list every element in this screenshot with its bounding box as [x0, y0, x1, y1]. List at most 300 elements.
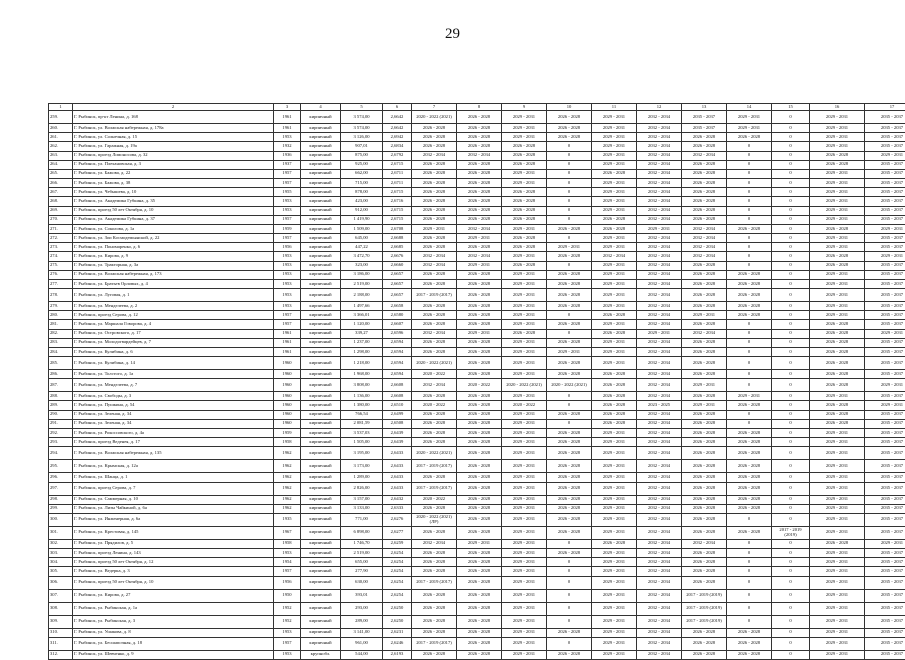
period-col10-cell: 2026 - 2028	[547, 513, 592, 526]
cost-coefficient-cell: 2,6658	[383, 302, 412, 311]
period-col11-cell: 2029 - 2031	[592, 447, 637, 460]
table-row	[49, 188, 905, 197]
period-col16-cell: 2029 - 2031	[810, 270, 865, 279]
period-col16-cell: 2029 - 2031	[810, 504, 865, 513]
period-col13-cell: 2026 - 2028	[682, 302, 727, 311]
period-col10-cell: 0	[547, 401, 592, 410]
area-cell: 645,00	[341, 234, 383, 243]
period-col11-cell: 2026 - 2028	[592, 410, 637, 419]
period-col14-cell: 2026 - 2028	[727, 628, 772, 637]
wall-material-cell: кирпичный	[301, 602, 341, 615]
area-cell: 3 808,00	[341, 379, 383, 392]
period-col7-cell: 2026 - 2028	[412, 549, 457, 558]
year-built-cell: 1953	[274, 206, 301, 215]
table-row	[49, 329, 905, 338]
period-col16-cell: 2029 - 2031	[810, 628, 865, 637]
period-col13-cell: 2029 - 2031	[682, 401, 727, 410]
period-col17-cell: 2035 - 2037	[865, 482, 905, 495]
period-col14-cell: 0	[727, 379, 772, 392]
area-cell: 655,00	[341, 558, 383, 567]
period-col16-cell: 2026 - 2028	[810, 401, 865, 410]
period-col17-cell: 2035 - 2037	[865, 188, 905, 197]
period-col16-cell: 2026 - 2028	[810, 151, 865, 160]
period-col12-cell: 2032 - 2034	[637, 270, 682, 279]
wall-material-cell: кирпичный	[301, 419, 341, 428]
period-col17-cell: 2035 - 2037	[865, 473, 905, 482]
address-cell: Г. Рыбинск, ул. Братьев Орловых, д. 4	[73, 279, 274, 288]
period-col16-cell: 2029 - 2031	[810, 169, 865, 178]
period-col16-cell: 2026 - 2028	[810, 410, 865, 419]
period-col8-cell: 2026 - 2028	[457, 495, 502, 504]
period-col12-cell: 2032 - 2034	[637, 558, 682, 567]
period-col14-cell: 0	[727, 419, 772, 428]
period-col12-cell: 2032 - 2034	[637, 320, 682, 329]
period-col8-cell: 2026 - 2028	[457, 124, 502, 133]
period-col8-cell: 2026 - 2028	[457, 270, 502, 279]
period-col16-cell: 2029 - 2031	[810, 513, 865, 526]
period-col17-cell: 2029 - 2031	[865, 224, 905, 233]
period-col16-cell: 2029 - 2031	[810, 142, 865, 151]
table-row	[49, 279, 905, 288]
period-col9-cell: 2029 - 2031	[502, 392, 547, 401]
period-col12-cell: 2032 - 2034	[637, 628, 682, 637]
period-col12-cell: 2032 - 2034	[637, 142, 682, 151]
cost-coefficient-cell: 2,6716	[383, 197, 412, 206]
period-col11-cell: 2029 - 2031	[592, 482, 637, 495]
table-row	[49, 311, 905, 320]
period-col10-cell: 2020 - 2022 (2021)	[547, 379, 592, 392]
year-built-cell: 1936	[274, 151, 301, 160]
period-col8-cell: 2029 - 2031	[457, 234, 502, 243]
period-col8-cell: 2026 - 2028	[457, 142, 502, 151]
period-col13-cell: 2026 - 2028	[682, 179, 727, 188]
table-row	[49, 473, 905, 482]
year-built-cell: 1967	[274, 526, 301, 539]
period-col8-cell: 2032 - 2034	[457, 151, 502, 160]
period-col11-cell: 2029 - 2031	[592, 558, 637, 567]
row-number-cell: 277.	[49, 279, 73, 288]
wall-material-cell: кирпичный	[301, 539, 341, 548]
table-row	[49, 495, 905, 504]
period-col17-cell: 2029 - 2031	[865, 252, 905, 261]
period-col8-cell: 2020 - 2022	[457, 379, 502, 392]
wall-material-cell: кирпичный	[301, 279, 341, 288]
period-col9-cell: 2029 - 2031	[502, 419, 547, 428]
area-cell: 715,00	[341, 179, 383, 188]
period-col7-cell: 2020 - 2022 (2021)	[412, 357, 457, 370]
address-cell: Г. Рыбинск, проезд 50 лет Октября, д. 12	[73, 558, 274, 567]
period-col16-cell: 2026 - 2028	[810, 329, 865, 338]
year-built-cell: 1962	[274, 473, 301, 482]
period-col10-cell: 0	[547, 151, 592, 160]
period-col7-cell: 2026 - 2028	[412, 302, 457, 311]
row-number-cell: 275.	[49, 261, 73, 270]
period-col10-cell: 0	[547, 615, 592, 628]
period-col16-cell: 2029 - 2031	[810, 289, 865, 302]
period-col11-cell: 2029 - 2031	[592, 357, 637, 370]
table-row	[49, 549, 905, 558]
period-col16-cell: 2029 - 2031	[810, 567, 865, 576]
period-col14-cell: 2026 - 2028	[727, 447, 772, 460]
address-cell: Г. Рыбинск, ул. Ведерка, д. 3	[73, 567, 274, 576]
period-col10-cell: 0	[547, 179, 592, 188]
area-cell: 907,01	[341, 142, 383, 151]
period-col9-cell: 2029 - 2031	[502, 549, 547, 558]
period-col16-cell: 2026 - 2028	[810, 252, 865, 261]
period-col10-cell: 0	[547, 589, 592, 602]
period-col13-cell: 2029 - 2031	[682, 379, 727, 392]
wall-material-cell: кирпичный	[301, 133, 341, 142]
cost-coefficient-cell: 2,6715	[383, 188, 412, 197]
period-col15-cell: 0	[772, 410, 810, 419]
period-col11-cell: 2029 - 2031	[592, 270, 637, 279]
period-col9-cell: 2029 - 2031	[502, 370, 547, 379]
row-number-cell: 296.	[49, 473, 73, 482]
cost-coefficient-cell: 2,6608	[383, 392, 412, 401]
column-number-7: 7	[412, 104, 457, 111]
period-col7-cell: 2026 - 2028	[412, 438, 457, 447]
period-col7-cell: 2026 - 2028	[412, 169, 457, 178]
year-built-cell: 1961	[274, 329, 301, 338]
period-col12-cell: 2032 - 2034	[637, 188, 682, 197]
period-col8-cell: 2026 - 2028	[457, 392, 502, 401]
period-col17-cell: 2035 - 2037	[865, 338, 905, 347]
cost-coefficient-cell: 2,6657	[383, 279, 412, 288]
period-col8-cell: 2026 - 2028	[457, 549, 502, 558]
period-col9-cell: 2029 - 2031	[502, 473, 547, 482]
period-col13-cell: 2026 - 2028	[682, 567, 727, 576]
period-col9-cell: 2029 - 2031	[502, 567, 547, 576]
period-col13-cell: 2032 - 2034	[682, 151, 727, 160]
period-col14-cell: 2026 - 2028	[727, 438, 772, 447]
period-col12-cell: 2023 - 2025	[637, 401, 682, 410]
area-cell: 1 237,00	[341, 338, 383, 347]
period-col15-cell: 0	[772, 495, 810, 504]
table-row	[49, 151, 905, 160]
cost-coefficient-cell: 2,6277	[383, 526, 412, 539]
period-col14-cell: 0	[727, 357, 772, 370]
period-col15-cell: 0	[772, 379, 810, 392]
address-cell: Г. Рыбинск, ул. Соколова, д. 1а	[73, 224, 274, 233]
period-col16-cell: 2026 - 2028	[810, 160, 865, 169]
wall-material-cell: кирпичный	[301, 504, 341, 513]
period-col11-cell: 2029 - 2031	[592, 628, 637, 637]
wall-material-cell: кирпичный	[301, 347, 341, 356]
period-col10-cell: 0	[547, 206, 592, 215]
period-col16-cell: 2029 - 2031	[810, 482, 865, 495]
year-built-cell: 1955	[274, 188, 301, 197]
period-col10-cell: 2029 - 2031	[547, 347, 592, 356]
row-number-cell: 299.	[49, 504, 73, 513]
period-col14-cell: 0	[727, 338, 772, 347]
period-col17-cell: 2035 - 2037	[865, 410, 905, 419]
period-col11-cell: 2029 - 2031	[592, 320, 637, 329]
address-cell: Г. Рыбинск, ул. Шанца, д. 1	[73, 473, 274, 482]
period-col14-cell: 2026 - 2028	[727, 401, 772, 410]
cost-coefficient-cell: 2,6642	[383, 111, 412, 124]
row-number-cell: 297.	[49, 482, 73, 495]
cost-coefficient-cell: 2,6508	[383, 419, 412, 428]
period-col12-cell: 2032 - 2034	[637, 289, 682, 302]
period-col17-cell: 2035 - 2037	[865, 311, 905, 320]
row-number-cell: 298.	[49, 495, 73, 504]
year-built-cell: 1958	[274, 539, 301, 548]
period-col15-cell: 0	[772, 188, 810, 197]
cost-coefficient-cell: 2,6708	[383, 224, 412, 233]
period-col14-cell: 2026 - 2028	[727, 473, 772, 482]
period-col17-cell: 2035 - 2037	[865, 495, 905, 504]
period-col17-cell: 2035 - 2037	[865, 447, 905, 460]
period-col16-cell: 2029 - 2031	[810, 526, 865, 539]
period-col10-cell: 2026 - 2028	[547, 370, 592, 379]
period-col13-cell: 2032 - 2034	[682, 224, 727, 233]
year-built-cell: 1960	[274, 357, 301, 370]
period-col16-cell: 2029 - 2031	[810, 615, 865, 628]
year-built-cell: 1960	[274, 392, 301, 401]
table-row	[49, 338, 905, 347]
year-built-cell: 1962	[274, 460, 301, 473]
period-col16-cell: 2029 - 2031	[810, 179, 865, 188]
period-col8-cell: 2026 - 2028	[457, 428, 502, 437]
period-col12-cell: 2032 - 2034	[637, 482, 682, 495]
area-cell: 3 195,00	[341, 447, 383, 460]
wall-material-cell: кирпичный	[301, 311, 341, 320]
period-col11-cell: 2029 - 2031	[592, 261, 637, 270]
period-col10-cell: 2026 - 2028	[547, 302, 592, 311]
address-cell: Г. Рыбинск, ул. Свободы, д. 3	[73, 392, 274, 401]
period-col14-cell: 2026 - 2028	[727, 460, 772, 473]
table-row	[49, 628, 905, 637]
period-col11-cell: 2026 - 2028	[592, 311, 637, 320]
address-cell: Г. Рыбинск, ул. Молодогвардейцев, д. 7	[73, 338, 274, 347]
period-col13-cell: 2026 - 2028	[682, 206, 727, 215]
period-col15-cell: 0	[772, 628, 810, 637]
period-col15-cell: 0	[772, 197, 810, 206]
period-col12-cell: 2032 - 2034	[637, 637, 682, 650]
period-col16-cell: 2026 - 2028	[810, 224, 865, 233]
cost-coefficient-cell: 2,6711	[383, 179, 412, 188]
address-cell: Г. Рыбинск, ул. Зои Космодемьянской, д. 22	[73, 234, 274, 243]
period-col11-cell: 2026 - 2028	[592, 392, 637, 401]
period-col7-cell: 2026 - 2028	[412, 650, 457, 659]
period-col14-cell: 2026 - 2028	[727, 311, 772, 320]
period-col7-cell: 2026 - 2028	[412, 504, 457, 513]
year-built-cell: 1962	[274, 504, 301, 513]
period-col9-cell: 2029 - 2031	[502, 447, 547, 460]
period-col10-cell: 0	[547, 188, 592, 197]
period-col13-cell: 2026 - 2028	[682, 419, 727, 428]
period-col9-cell: 2029 - 2031	[502, 111, 547, 124]
period-col12-cell: 2032 - 2034	[637, 169, 682, 178]
cost-coefficient-cell: 2,6685	[383, 243, 412, 252]
cost-coefficient-cell: 2,6433	[383, 482, 412, 495]
period-col8-cell: 2029 - 2031	[457, 329, 502, 338]
area-cell: 1 136,00	[341, 392, 383, 401]
period-col12-cell: 2032 - 2034	[637, 111, 682, 124]
period-col17-cell: 2035 - 2037	[865, 628, 905, 637]
period-col14-cell: 0	[727, 347, 772, 356]
period-col9-cell: 2029 - 2031	[502, 311, 547, 320]
period-col11-cell: 2029 - 2031	[592, 473, 637, 482]
cost-coefficient-cell: 2,6594	[383, 357, 412, 370]
period-col9-cell: 2026 - 2028	[502, 215, 547, 224]
period-col9-cell: 2029 - 2031	[502, 302, 547, 311]
period-col15-cell: 0	[772, 133, 810, 142]
period-col14-cell: 0	[727, 370, 772, 379]
period-col8-cell: 2026 - 2028	[457, 589, 502, 602]
period-col13-cell: 2026 - 2028	[682, 482, 727, 495]
area-cell: 293,00	[341, 602, 383, 615]
wall-material-cell: кирпичный	[301, 179, 341, 188]
period-col7-cell: 2026 - 2028	[412, 279, 457, 288]
period-col16-cell: 2026 - 2028	[810, 357, 865, 370]
wall-material-cell: кирпичный	[301, 495, 341, 504]
period-col7-cell: 2026 - 2028	[412, 197, 457, 206]
wall-material-cell: кирпичный	[301, 401, 341, 410]
table-row	[49, 142, 905, 151]
period-col9-cell: 2029 - 2031	[502, 637, 547, 650]
period-col9-cell: 2029 - 2031	[502, 320, 547, 329]
table-row	[49, 379, 905, 392]
year-built-cell: 1961	[274, 347, 301, 356]
period-col9-cell: 2029 - 2031	[502, 495, 547, 504]
period-col7-cell: 2026 - 2028	[412, 206, 457, 215]
period-col14-cell: 0	[727, 179, 772, 188]
row-number-cell: 282.	[49, 329, 73, 338]
period-col14-cell: 2026 - 2028	[727, 526, 772, 539]
period-col15-cell: 0	[772, 370, 810, 379]
period-col17-cell: 2035 - 2037	[865, 320, 905, 329]
period-col17-cell: 2035 - 2037	[865, 347, 905, 356]
period-col11-cell: 2029 - 2031	[592, 179, 637, 188]
year-built-cell: 1935	[274, 513, 301, 526]
period-col8-cell: 2026 - 2028	[457, 615, 502, 628]
period-col10-cell: 0	[547, 419, 592, 428]
period-col9-cell: 2029 - 2031	[502, 279, 547, 288]
period-col10-cell: 2026 - 2028	[547, 279, 592, 288]
address-cell: Г. Рыбинск, ул. Гаражная, д. 19а	[73, 142, 274, 151]
table-row	[49, 602, 905, 615]
period-col11-cell: 2026 - 2028	[592, 379, 637, 392]
period-col13-cell: 2017 - 2019 (2019)	[682, 615, 727, 628]
period-col15-cell: 0	[772, 270, 810, 279]
period-col10-cell: 2026 - 2028	[547, 650, 592, 659]
period-col9-cell: 2026 - 2028	[502, 261, 547, 270]
wall-material-cell: кирпичный	[301, 252, 341, 261]
wall-material-cell: кирпичный	[301, 526, 341, 539]
cost-coefficient-cell: 2,6608	[383, 379, 412, 392]
address-cell: Г. Рыбинск, ул. Крестовая, д. 145	[73, 526, 274, 539]
period-col7-cell: 2026 - 2028	[412, 124, 457, 133]
period-col12-cell: 2032 - 2034	[637, 206, 682, 215]
housing-register-table	[48, 103, 905, 660]
period-col13-cell: 2026 - 2028	[682, 370, 727, 379]
cost-coefficient-cell: 2,6231	[383, 628, 412, 637]
row-number-cell: 301.	[49, 526, 73, 539]
period-col8-cell: 2026 - 2028	[457, 370, 502, 379]
period-col13-cell: 2035 - 2037	[682, 124, 727, 133]
period-col9-cell: 2026 - 2028	[502, 206, 547, 215]
period-col12-cell: 2032 - 2034	[637, 133, 682, 142]
period-col9-cell: 2029 - 2031	[502, 482, 547, 495]
table-row	[49, 370, 905, 379]
period-col15-cell: 0	[772, 252, 810, 261]
period-col8-cell: 2026 - 2028	[457, 526, 502, 539]
period-col9-cell: 2026 - 2028	[502, 151, 547, 160]
cost-coefficient-cell: 2,6594	[383, 370, 412, 379]
period-col17-cell: 2035 - 2037	[865, 650, 905, 659]
period-col10-cell: 2026 - 2028	[547, 447, 592, 460]
period-col14-cell: 2029 - 2031	[727, 124, 772, 133]
cost-coefficient-cell: 2,6193	[383, 650, 412, 659]
period-col13-cell: 2026 - 2028	[682, 338, 727, 347]
period-col12-cell: 2032 - 2034	[637, 473, 682, 482]
wall-material-cell: кирпичный	[301, 289, 341, 302]
period-col15-cell: 0	[772, 419, 810, 428]
year-built-cell: 1953	[274, 279, 301, 288]
period-col17-cell: 2035 - 2037	[865, 637, 905, 650]
period-col12-cell: 2032 - 2034	[637, 513, 682, 526]
year-built-cell: 1960	[274, 401, 301, 410]
period-col7-cell: 2032 - 2034	[412, 151, 457, 160]
table-row	[49, 482, 905, 495]
year-built-cell: 1957	[274, 567, 301, 576]
period-col9-cell: 2020 - 2022 (2021)	[502, 379, 547, 392]
wall-material-cell: кирпичный	[301, 460, 341, 473]
period-col13-cell: 2026 - 2028	[682, 549, 727, 558]
period-col11-cell: 2029 - 2031	[592, 279, 637, 288]
area-cell: 1 218,00	[341, 357, 383, 370]
period-col16-cell: 2029 - 2031	[810, 234, 865, 243]
column-number-17: 17	[865, 104, 905, 111]
cost-coefficient-cell: 2,6942	[383, 133, 412, 142]
period-col7-cell: 2032 - 2034	[412, 379, 457, 392]
period-col9-cell: 2029 - 2031	[502, 539, 547, 548]
cost-coefficient-cell: 2,6433	[383, 473, 412, 482]
period-col15-cell: 0	[772, 329, 810, 338]
period-col11-cell: 2029 - 2031	[592, 160, 637, 169]
row-number-cell: 279.	[49, 302, 73, 311]
row-number-cell: 292.	[49, 428, 73, 437]
table-row	[49, 357, 905, 370]
address-cell: Г. Рыбинск, ул. Менделеева, д. 2	[73, 302, 274, 311]
period-col12-cell: 2032 - 2034	[637, 197, 682, 206]
period-col15-cell: 0	[772, 311, 810, 320]
column-number-4: 4	[301, 104, 341, 111]
period-col17-cell: 2035 - 2037	[865, 549, 905, 558]
address-cell: Г. Рыбинск, ул. Зеленая, д. 34	[73, 419, 274, 428]
table-row	[49, 252, 905, 261]
address-cell: Г. Рыбинск, ул. Менделеева, д. 7	[73, 379, 274, 392]
period-col14-cell: 0	[727, 539, 772, 548]
row-number-cell: 312.	[49, 650, 73, 659]
period-col8-cell: 2026 - 2028	[457, 302, 502, 311]
address-cell: Г. Рыбинск, проезд Ленина, д. 143	[73, 549, 274, 558]
period-col14-cell: 0	[727, 589, 772, 602]
period-col13-cell: 2026 - 2028	[682, 495, 727, 504]
period-col13-cell: 2026 - 2028	[682, 270, 727, 279]
period-col8-cell: 2026 - 2028	[457, 320, 502, 329]
cost-coefficient-cell: 2,6792	[383, 151, 412, 160]
period-col17-cell: 2035 - 2037	[865, 124, 905, 133]
area-cell: 3 574,00	[341, 124, 383, 133]
period-col8-cell: 2026 - 2028	[457, 111, 502, 124]
period-col10-cell: 2029 - 2031	[547, 243, 592, 252]
period-col14-cell: 0	[727, 602, 772, 615]
period-col13-cell: 2026 - 2028	[682, 504, 727, 513]
period-col15-cell: 0	[772, 482, 810, 495]
period-col16-cell: 2029 - 2031	[810, 302, 865, 311]
